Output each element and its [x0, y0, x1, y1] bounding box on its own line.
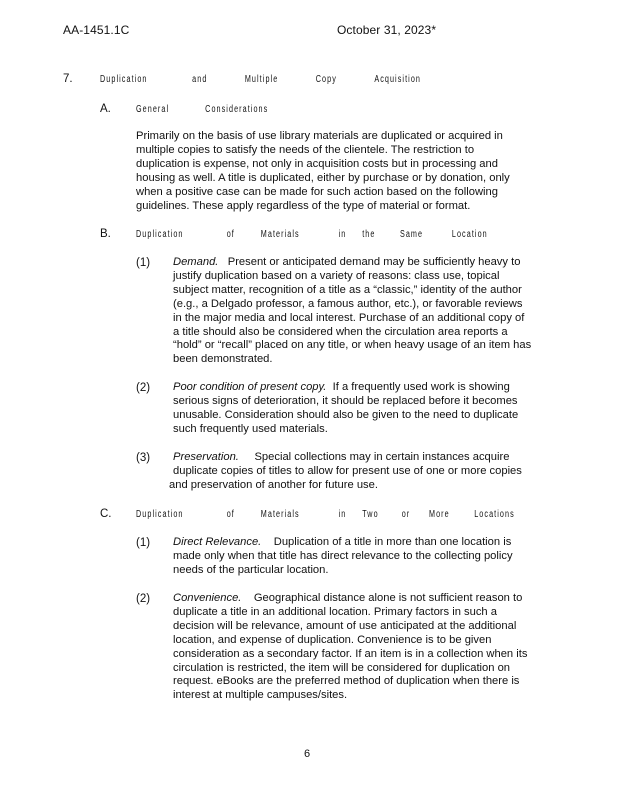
item-c2-paragraph: Convenience. Geographical distance alone is not sufficient reason to duplicate a title in an additional location. Primary factors in such a decision will be relevance, amount of use anticipated at the additional location, and expense of duplication. Convenience is to be given consideration as a secondary factor. If an item is in a collection when its circulation is restricted, the item will be considered for duplication on request. eBooks are the preferred method of duplication when there is interest at multiple campuses/sites.: [173, 592, 528, 702]
item-b3-number: (3): [136, 452, 151, 464]
item-b1-number: (1): [136, 257, 151, 269]
page-number: 6: [304, 748, 311, 760]
item-b1-paragraph: Demand. Present or anticipated demand may be sufficiently heavy to justify duplication based on a variety of reasons: class use, topical subject matter, recognition of a title as a “classic,” identity of the author (e.g., a Delgado professor, a famous author, etc.), or favorable reviews in the major media and local interest. Purchase of an additional copy of a title should also be considered when the circulation area reports a “hold” or “recall” placed on any title, or when heavy usage of an item has been demonstrated.: [173, 256, 532, 366]
subsection-c-title: Duplication of Materials in Two or More Locations: [136, 509, 515, 520]
subsection-a-title: General Considerations: [136, 104, 269, 115]
item-b3-term: Preservation.: [173, 451, 239, 463]
item-c1-paragraph: Direct Relevance. Duplication of a title in more than one location is made only when that title has direct relevance to the collecting policy needs of the particular location.: [173, 536, 513, 576]
section-title: Duplication and Multiple Copy Acquisition: [100, 74, 422, 85]
subsection-c-letter: C.: [100, 508, 112, 520]
item-b2-term: Poor condition of present copy.: [173, 381, 327, 393]
subsection-b-letter: B.: [100, 228, 111, 240]
item-c1-number: (1): [136, 537, 151, 549]
item-c2-term: Convenience.: [173, 592, 242, 604]
subsection-a-letter: A.: [100, 103, 111, 115]
item-b2-paragraph: Poor condition of present copy. If a frequently used work is showing serious signs of deterioration, it should be replaced before it becomes unusable. Consideration should also be given to the need to duplicate such frequently used materials.: [173, 381, 519, 435]
item-b3-paragraph: Preservation. Special collections may in certain instances acquire duplicate copies of titles to allow for present use of one or more copies and preservation of another for future use.: [169, 451, 522, 491]
item-c1-term: Direct Relevance.: [173, 536, 262, 548]
subsection-b-title: Duplication of Materials in the Same Location: [136, 229, 488, 240]
item-b1-term: Demand.: [173, 256, 219, 268]
subsection-a-paragraph: Primarily on the basis of use library materials are duplicated or acquired in multiple copies to satisfy the needs of the clientele. The restriction to duplication is expense, not only in acquisition costs but in processing and housing as well. A title is duplicated, either by purchase or by donation, only when a positive case can be made for such action based on the following guidelines. These apply regardless of the type of material or format.: [136, 130, 510, 212]
item-c2-number: (2): [136, 593, 151, 605]
item-b2-number: (2): [136, 382, 151, 394]
document-id: AA-1451.1C: [63, 23, 130, 37]
section-number: 7.: [63, 73, 73, 85]
document-date: October 31, 2023*: [337, 23, 437, 37]
